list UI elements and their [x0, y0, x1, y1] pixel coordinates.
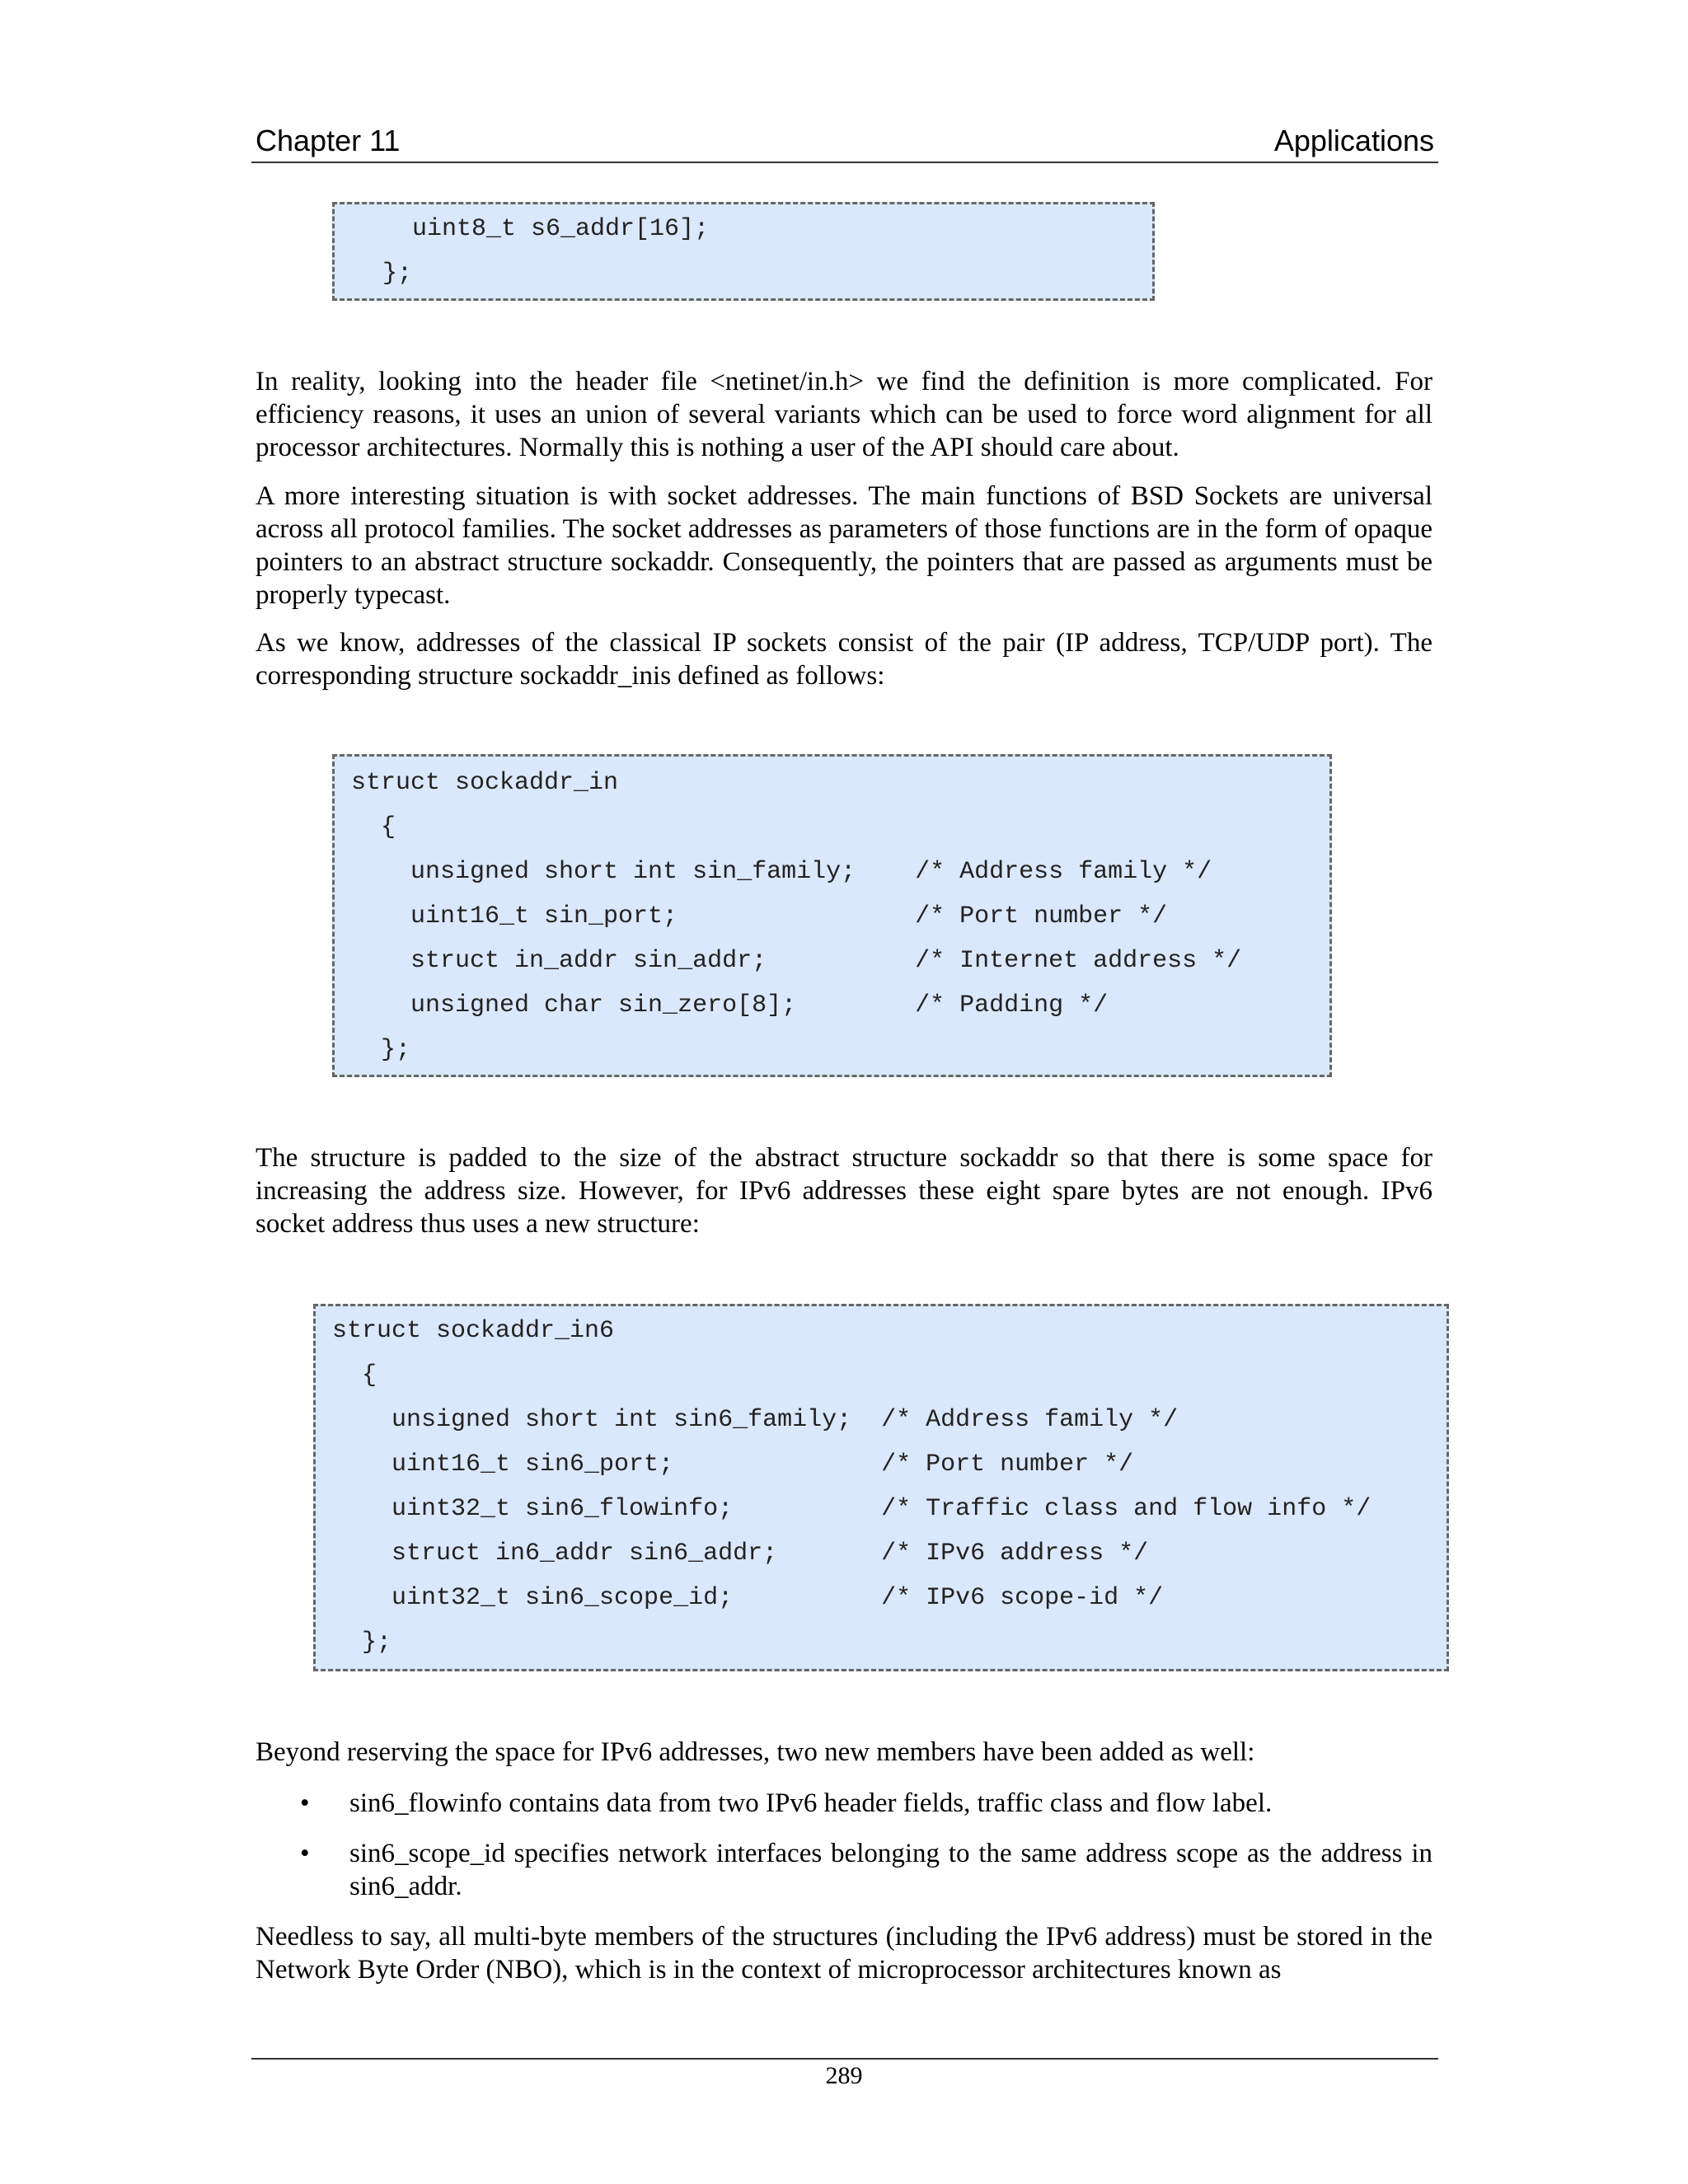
- code-line: };: [353, 260, 413, 288]
- code-line: unsigned short int sin_family; /* Address family */: [351, 858, 1212, 886]
- code-line: struct sockaddr_in: [351, 769, 619, 797]
- section-label: Applications: [1273, 124, 1434, 157]
- chapter-label: Chapter 11: [256, 124, 401, 157]
- page-header: [251, 115, 1438, 163]
- code-line: };: [332, 1629, 392, 1657]
- paragraph-new-members: Beyond reserving the space for IPv6 addresses, two new members have been added as well:: [256, 1737, 1255, 1767]
- bullet-marker: •: [300, 1788, 310, 1818]
- code-block-sockaddr-in6: [313, 1304, 1449, 1671]
- code-line: struct in6_addr sin6_addr; /* IPv6 address */: [332, 1540, 1149, 1568]
- code-line: unsigned short int sin6_family; /* Address family */: [332, 1406, 1179, 1434]
- bullet-marker: •: [300, 1839, 310, 1868]
- code-line: uint32_t sin6_scope_id; /* IPv6 scope-id */: [332, 1584, 1164, 1612]
- paragraph-network-byte-order: Needless to say, all multi-byte members of the structures (including the IPv6 address) must be stored in the Network Byte Order (NBO), which is in the context of microprocessor architectures known as: [256, 1922, 1432, 1985]
- bullet-item-scope-id: sin6_scope_id specifies network interfaces belonging to the same address scope as the address in sin6_addr.: [349, 1839, 1432, 1901]
- paragraph-header-file: In reality, looking into the header file <netinet/in.h> we find the definition is more complicated. For efficiency reasons, it uses an union of several variants which can be used to force word alignment for all processor architectures. Normally this is nothing a user of the API should care about.: [256, 367, 1432, 462]
- code-line: unsigned char sin_zero[8]; /* Padding */: [351, 991, 1109, 1019]
- paragraph-padding: The structure is padded to the size of the abstract structure sockaddr so that there is some space for increasing the address size. However, for IPv6 addresses these eight spare bytes are not enough. IPv6 socket address thus uses a new structure:: [256, 1143, 1432, 1239]
- code-line: struct in_addr sin_addr; /* Internet address */: [351, 947, 1242, 975]
- code-block-sockaddr-in: [332, 754, 1332, 1077]
- bullet-item-flowinfo: sin6_flowinfo contains data from two IPv6 header fields, traffic class and flow label.: [349, 1788, 1273, 1818]
- code-block-s6-addr: [332, 202, 1155, 301]
- code-line: uint16_t sin_port; /* Port number */: [351, 902, 1168, 930]
- code-line: uint16_t sin6_port; /* Port number */: [332, 1451, 1134, 1479]
- code-line: uint8_t s6_addr[16];: [353, 215, 710, 243]
- paragraph-socket-addresses: A more interesting situation is with socket addresses. The main functions of BSD Sockets are universal across all protocol families. The socket addresses as parameters of those functions are in the form of opaque pointers to an abstract structure sockaddr. Consequently, the pointers that are passed as arguments must be properly typecast.: [256, 481, 1432, 610]
- code-line: };: [351, 1036, 411, 1064]
- code-line: {: [332, 1361, 377, 1390]
- footer-rule: [251, 2058, 1438, 2060]
- code-line: uint32_t sin6_flowinfo; /* Traffic class and flow info */: [332, 1495, 1372, 1523]
- paragraph-classical-ip: As we know, addresses of the classical IP sockets consist of the pair (IP address, TCP/UDP port). The corresponding structure sockaddr_inis defined as follows:: [256, 628, 1432, 691]
- page-number: 289: [825, 2062, 863, 2089]
- code-line: {: [351, 813, 396, 841]
- code-line: struct sockaddr_in6: [332, 1317, 615, 1345]
